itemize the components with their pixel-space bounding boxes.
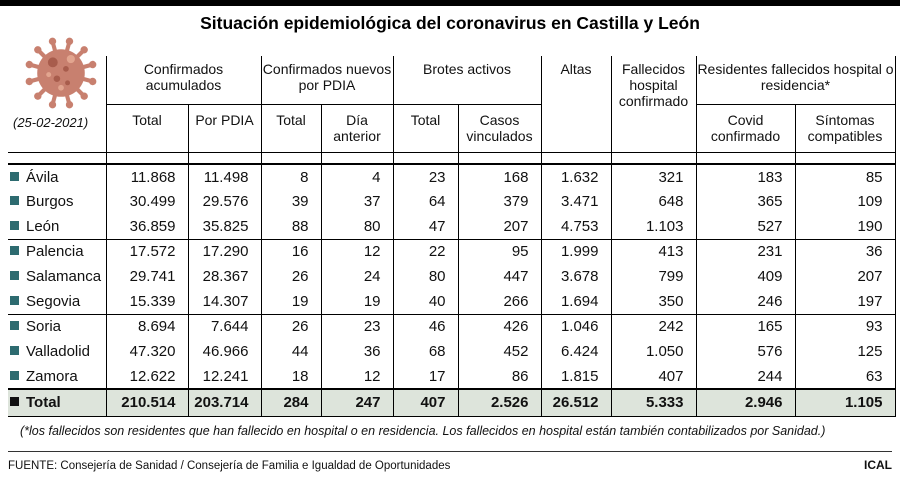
data-cell: 247 xyxy=(321,389,393,416)
covid-data-table xyxy=(8,56,896,417)
data-cell: 1.105 xyxy=(795,389,895,416)
column-group-residentes-fallecidos: Residentes fallecidos hospital o residencia* xyxy=(696,56,895,104)
data-cell: 24 xyxy=(321,264,393,289)
province-label xyxy=(8,264,106,289)
province-name: Valladolid xyxy=(26,343,90,360)
data-cell: 47.320 xyxy=(106,339,188,364)
table-row xyxy=(8,289,895,314)
province-label xyxy=(8,314,106,339)
subheader-total-acumulados: Total xyxy=(106,104,188,152)
data-cell: 36 xyxy=(321,339,393,364)
bullet-square-icon xyxy=(10,221,19,230)
data-cell: 11.498 xyxy=(188,164,261,189)
subheader-total-brotes: Total xyxy=(393,104,458,152)
data-cell: 1.050 xyxy=(611,339,696,364)
data-cell: 47 xyxy=(393,214,458,239)
data-cell: 15.339 xyxy=(106,289,188,314)
subheader-dia-anterior: Día anterior xyxy=(321,104,393,152)
data-cell: 80 xyxy=(393,264,458,289)
subheader-casos-vinculados: Casos vinculados xyxy=(458,104,541,152)
data-cell: 29.741 xyxy=(106,264,188,289)
bullet-square-icon xyxy=(10,172,19,181)
column-group-confirmados-acumulados: Confirmados acumulados xyxy=(106,56,261,104)
data-cell: 1.046 xyxy=(541,314,611,339)
data-cell: 576 xyxy=(696,339,795,364)
province-name: Burgos xyxy=(26,193,74,210)
data-cell: 19 xyxy=(321,289,393,314)
data-cell: 30.499 xyxy=(106,189,188,214)
data-cell: 365 xyxy=(696,189,795,214)
data-cell: 409 xyxy=(696,264,795,289)
data-cell: 1.632 xyxy=(541,164,611,189)
data-cell: 26 xyxy=(261,314,321,339)
data-cell: 11.868 xyxy=(106,164,188,189)
data-cell: 197 xyxy=(795,289,895,314)
data-cell: 4 xyxy=(321,164,393,189)
bullet-square-icon xyxy=(10,397,19,406)
data-cell: 93 xyxy=(795,314,895,339)
column-fallecidos-hospital: Fallecidos hospital confirmado xyxy=(611,56,696,152)
data-cell: 36.859 xyxy=(106,214,188,239)
province-label xyxy=(8,339,106,364)
subheader-covid-confirmado: Covid confirmado xyxy=(696,104,795,152)
data-cell: 379 xyxy=(458,189,541,214)
data-cell: 40 xyxy=(393,289,458,314)
subheader-sintomas-compatibles: Síntomas compatibles xyxy=(795,104,895,152)
data-cell: 12.241 xyxy=(188,364,261,389)
province-label xyxy=(8,239,106,264)
data-cell: 14.307 xyxy=(188,289,261,314)
data-cell: 95 xyxy=(458,239,541,264)
data-cell: 85 xyxy=(795,164,895,189)
data-cell: 1.815 xyxy=(541,364,611,389)
table-row xyxy=(8,239,895,264)
table-row xyxy=(8,214,895,239)
data-cell: 12 xyxy=(321,239,393,264)
data-cell: 125 xyxy=(795,339,895,364)
data-cell: 210.514 xyxy=(106,389,188,416)
data-cell: 321 xyxy=(611,164,696,189)
data-cell: 88 xyxy=(261,214,321,239)
report-date: (25-02-2021) xyxy=(13,115,89,130)
data-cell: 46.966 xyxy=(188,339,261,364)
data-cell: 242 xyxy=(611,314,696,339)
province-label xyxy=(8,389,106,416)
data-cell: 799 xyxy=(611,264,696,289)
data-cell: 16 xyxy=(261,239,321,264)
data-cell: 165 xyxy=(696,314,795,339)
data-cell: 29.576 xyxy=(188,189,261,214)
province-label xyxy=(8,289,106,314)
bullet-square-icon xyxy=(10,246,19,255)
data-cell: 1.999 xyxy=(541,239,611,264)
data-cell: 64 xyxy=(393,189,458,214)
data-cell: 407 xyxy=(611,364,696,389)
data-cell: 527 xyxy=(696,214,795,239)
subheader-total-nuevos: Total xyxy=(261,104,321,152)
column-altas: Altas xyxy=(541,56,611,152)
data-cell: 12.622 xyxy=(106,364,188,389)
data-cell: 7.644 xyxy=(188,314,261,339)
data-cell: 23 xyxy=(393,164,458,189)
bullet-square-icon xyxy=(10,271,19,280)
agency-credit: ICAL xyxy=(864,457,892,472)
data-cell: 37 xyxy=(321,189,393,214)
data-cell: 5.333 xyxy=(611,389,696,416)
column-group-confirmados-nuevos: Confirmados nuevos por PDIA xyxy=(261,56,393,104)
bullet-square-icon xyxy=(10,371,19,380)
data-cell: 231 xyxy=(696,239,795,264)
table-row xyxy=(8,189,895,214)
data-cell: 246 xyxy=(696,289,795,314)
data-cell: 413 xyxy=(611,239,696,264)
bullet-square-icon xyxy=(10,296,19,305)
data-cell: 26.512 xyxy=(541,389,611,416)
data-cell: 17.290 xyxy=(188,239,261,264)
data-cell: 39 xyxy=(261,189,321,214)
data-cell: 426 xyxy=(458,314,541,339)
province-name: Palencia xyxy=(26,243,84,261)
data-cell: 244 xyxy=(696,364,795,389)
data-cell: 12 xyxy=(321,364,393,389)
data-cell: 648 xyxy=(611,189,696,214)
data-cell: 407 xyxy=(393,389,458,416)
data-cell: 447 xyxy=(458,264,541,289)
table-corner-cell xyxy=(8,56,106,152)
bullet-square-icon xyxy=(10,321,19,330)
data-cell: 203.714 xyxy=(188,389,261,416)
subheader-row xyxy=(8,104,895,152)
bullet-square-icon xyxy=(10,196,19,205)
table-row xyxy=(8,164,895,189)
data-cell: 36 xyxy=(795,239,895,264)
table-row xyxy=(8,339,895,364)
data-cell: 19 xyxy=(261,289,321,314)
data-cell: 168 xyxy=(458,164,541,189)
data-cell: 452 xyxy=(458,339,541,364)
province-label xyxy=(8,214,106,239)
footnote: (*los fallecidos son residentes que han fallecido en hospital o en residencia. Los fallecidos en hospital están también contabilizados por Sanidad.) xyxy=(20,423,826,438)
data-cell: 8 xyxy=(261,164,321,189)
province-label xyxy=(8,164,106,189)
province-name: Zamora xyxy=(26,367,78,385)
data-cell: 18 xyxy=(261,364,321,389)
data-cell: 190 xyxy=(795,214,895,239)
data-cell: 68 xyxy=(393,339,458,364)
data-cell: 17 xyxy=(393,364,458,389)
bullet-square-icon xyxy=(10,346,19,355)
page-title: Situación epidemiológica del coronavirus en Castilla y León xyxy=(200,13,700,33)
data-cell: 86 xyxy=(458,364,541,389)
table-body xyxy=(8,164,895,416)
data-cell: 109 xyxy=(795,189,895,214)
data-cell: 207 xyxy=(458,214,541,239)
table-row xyxy=(8,364,895,389)
subheader-por-pdia: Por PDIA xyxy=(188,104,261,152)
data-cell: 8.694 xyxy=(106,314,188,339)
table-row xyxy=(8,264,895,289)
data-cell: 26 xyxy=(261,264,321,289)
province-name: Segovia xyxy=(26,292,81,310)
province-name: León xyxy=(26,217,60,235)
source-line: FUENTE: Consejería de Sanidad / Consejería de Familia e Igualdad de Oportunidades xyxy=(8,459,451,472)
data-cell: 3.678 xyxy=(541,264,611,289)
province-label xyxy=(8,364,106,389)
table-row xyxy=(8,314,895,339)
data-cell: 23 xyxy=(321,314,393,339)
province-name: Ávila xyxy=(26,168,59,186)
column-group-row xyxy=(8,56,895,104)
data-cell: 28.367 xyxy=(188,264,261,289)
data-cell: 80 xyxy=(321,214,393,239)
data-cell: 44 xyxy=(261,339,321,364)
data-cell: 22 xyxy=(393,239,458,264)
data-cell: 6.424 xyxy=(541,339,611,364)
data-cell: 183 xyxy=(696,164,795,189)
province-label xyxy=(8,189,106,214)
data-cell: 35.825 xyxy=(188,214,261,239)
total-row xyxy=(8,389,895,416)
header-spacer-row xyxy=(8,152,895,164)
data-cell: 207 xyxy=(795,264,895,289)
data-cell: 350 xyxy=(611,289,696,314)
data-cell: 63 xyxy=(795,364,895,389)
province-name: Total xyxy=(26,394,61,412)
data-cell: 2.526 xyxy=(458,389,541,416)
data-cell: 2.946 xyxy=(696,389,795,416)
data-cell: 266 xyxy=(458,289,541,314)
data-cell: 1.103 xyxy=(611,214,696,239)
province-name: Soria xyxy=(26,318,62,336)
province-name: Salamanca xyxy=(26,268,102,285)
data-cell: 284 xyxy=(261,389,321,416)
data-cell: 46 xyxy=(393,314,458,339)
data-cell: 17.572 xyxy=(106,239,188,264)
data-cell: 4.753 xyxy=(541,214,611,239)
column-group-brotes-activos: Brotes activos xyxy=(393,56,541,104)
data-cell: 3.471 xyxy=(541,189,611,214)
data-cell: 1.694 xyxy=(541,289,611,314)
